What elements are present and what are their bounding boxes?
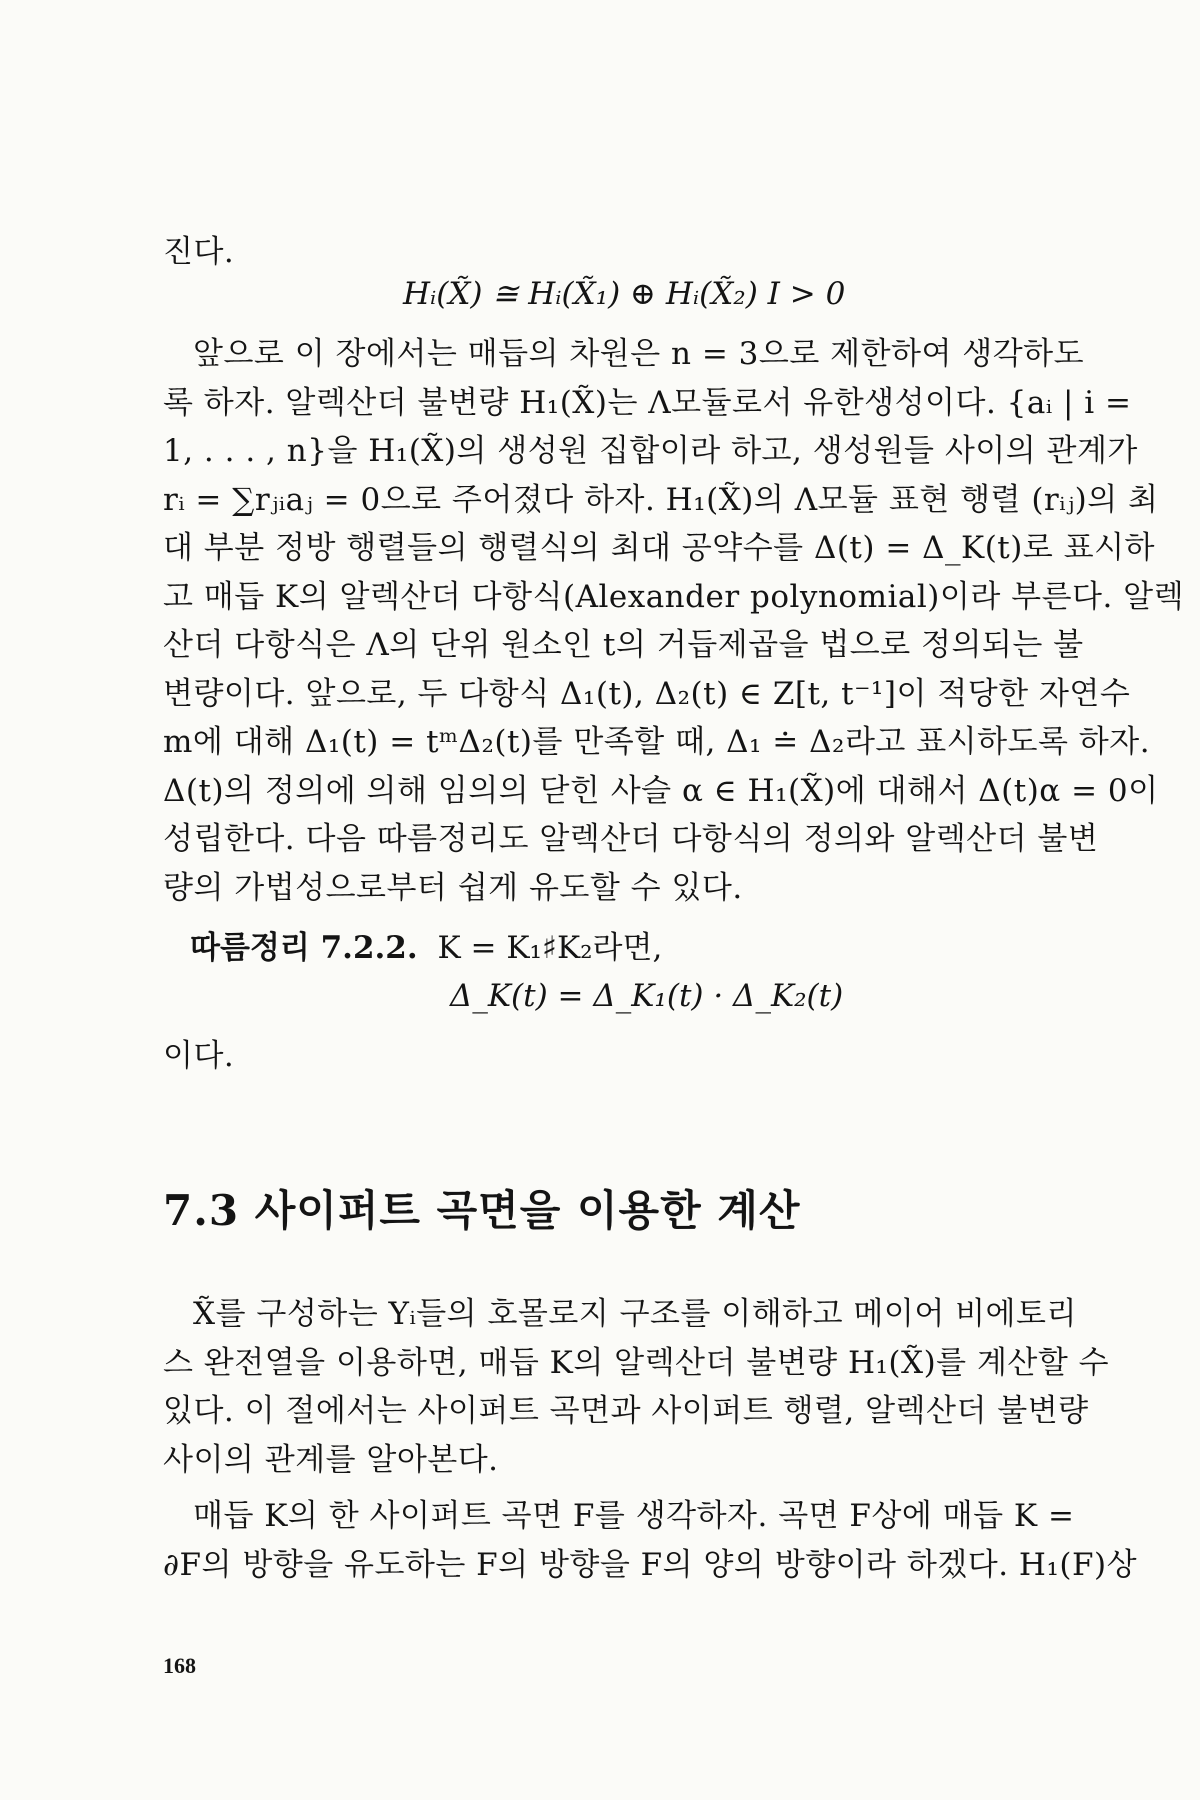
paragraph-line: 앞으로 이 장에서는 매듭의 차원은 n = 3으로 제한하여 생각하도 [193,336,1085,372]
corollary-7-2-2 [190,922,662,967]
paragraph-alexander-polynomial [163,330,1185,912]
intro-line: 진다. [163,234,235,270]
after-equation-text: 이다. [163,1038,235,1074]
paragraph-seifert-surface [163,1492,1138,1589]
paragraph-line: X̃를 구성하는 Yᵢ들의 호몰로지 구조를 이해하고 메이어 비에토리 [193,1296,1077,1332]
paragraph-line: m에 대해 Δ₁(t) = tᵐΔ₂(t)를 만족할 때, Δ₁ ≐ Δ₂라고 표시하도록 하자. [163,724,1151,760]
intro-block [163,228,1039,277]
paragraph-line: 량의 가법성으로부터 쉽게 유도할 수 있다. [163,869,743,906]
paragraph-line: ∂F의 방향을 유도하는 F의 방향을 F의 양의 방향이라 하겠다. H₁(F)상 [163,1546,1138,1583]
paragraph-seifert-intro [163,1290,1110,1484]
after-equation-block [163,1032,1039,1081]
paragraph-line: 성립한다. 다음 따름정리도 알렉산더 다항식의 정의와 알렉산더 불변 [163,821,1099,857]
paragraph-line: 매듭 K의 한 사이퍼트 곡면 F를 생각하자. 곡면 F상에 매듭 K = [193,1498,1075,1534]
paragraph-line: 있다. 이 절에서는 사이퍼트 곡면과 사이퍼트 행렬, 알렉산더 불변량 [163,1393,1089,1429]
corollary-label: 따름정리 7.2.2. [190,930,418,966]
paragraph-line: 사이의 관계를 알아본다. [163,1441,499,1478]
paragraph-line: 스 완전열을 이용하면, 매듭 K의 알렉산더 불변량 H₁(X̃)를 계산할 수 [163,1344,1110,1381]
paragraph-line: 산더 다항식은 Λ의 단위 원소인 t의 거듭제곱을 법으로 정의되는 불 [163,627,1084,663]
corollary-statement: K = K₁♯K₂라면, [437,930,663,966]
paragraph-line: 록 하자. 알렉산더 불변량 H₁(X̃)는 Λ모듈로서 유한생성이다. {aᵢ | i = [163,384,1132,421]
paragraph-line: rᵢ = ∑rⱼᵢaⱼ = 0으로 주어졌다 하자. H₁(X̃)의 Λ모듈 표현 행렬 (rᵢⱼ)의 최 [163,481,1159,518]
section-title: 7.3 사이퍼트 곡면을 이용한 계산 [163,1186,801,1235]
paragraph-line: 대 부분 정방 행렬들의 행렬식의 최대 공약수를 Δ(t) = Δ_K(t)로 표시하 [163,530,1155,566]
paragraph-line: 변량이다. 앞으로, 두 다항식 Δ₁(t), Δ₂(t) ∈ Z[t, t⁻¹]이 적당한 자연수 [163,675,1131,712]
equation-homology-sum: Hᵢ(X̃) ≅ Hᵢ(X̃₁) ⊕ Hᵢ(X̃₂) I > 0 [403,276,846,312]
page-number: 168 [163,1653,196,1678]
paragraph-line: 고 매듭 K의 알렉산더 다항식(Alexander polynomial)이라 부른다. 알렉 [163,578,1185,615]
equation-alexander-product: Δ_K(t) = Δ_K₁(t) · Δ_K₂(t) [450,978,844,1014]
paragraph-line: Δ(t)의 정의에 의해 임의의 닫힌 사슬 α ∈ H₁(X̃)에 대해서 Δ(t)α = 0이 [163,772,1159,809]
paragraph-line: 1, . . . , n}을 H₁(X̃)의 생성원 집합이라 하고, 생성원들 사이의 관계가 [163,433,1138,469]
